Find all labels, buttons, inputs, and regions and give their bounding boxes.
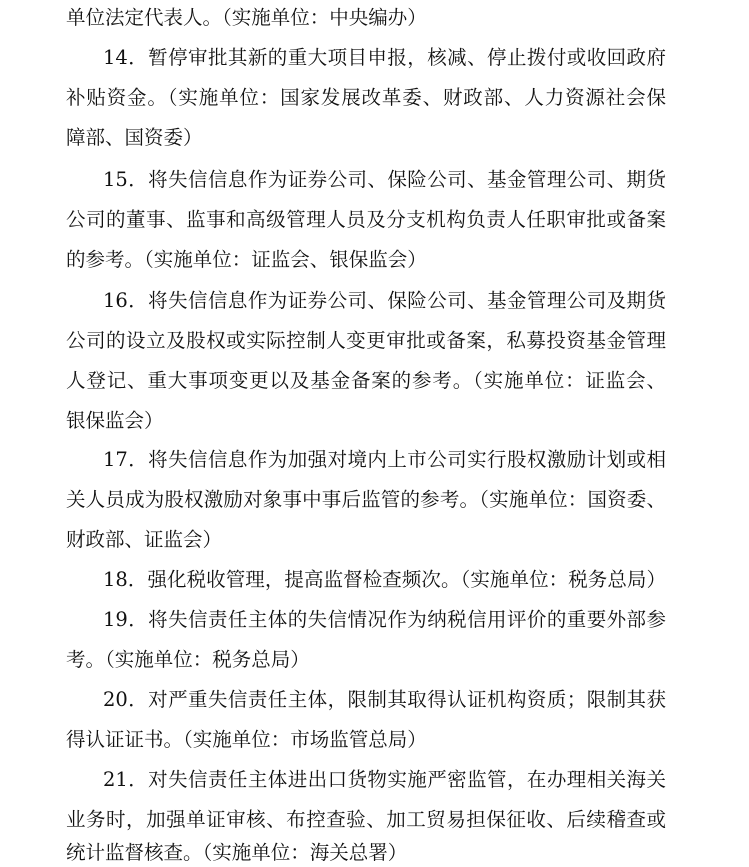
text-line-9: 公司的设立及股权或实际控制人变更审批或备案，私募投资基金管理: [66, 329, 666, 352]
text-line-6: 公司的董事、监事和高级管理人员及分支机构负责人任职审批或备案: [66, 208, 666, 231]
text-line-20: 21．对失信责任主体进出口货物实施严密监管，在办理相关海关: [103, 768, 666, 791]
text-line-11: 银保监会）: [66, 409, 164, 432]
text-line-18: 20．对严重失信责任主体，限制其取得认证机构资质；限制其获: [103, 688, 666, 711]
text-line-8: 16．将失信信息作为证券公司、保险公司、基金管理公司及期货: [103, 289, 666, 312]
text-line-2: 14．暂停审批其新的重大项目申报，核减、停止拨付或收回政府: [103, 46, 666, 69]
text-line-12: 17．将失信信息作为加强对境内上市公司实行股权激励计划或相: [103, 448, 666, 471]
text-line-19: 得认证证书。（实施单位：市场监管总局）: [66, 728, 427, 751]
text-line-13: 关人员成为股权激励对象事中事后监管的参考。（实施单位：国资委、: [66, 488, 666, 511]
text-line-5: 15．将失信信息作为证券公司、保险公司、基金管理公司、期货: [103, 168, 666, 191]
text-line-1: 单位法定代表人。（实施单位：中央编办）: [66, 6, 427, 29]
text-line-14: 财政部、证监会）: [66, 528, 223, 551]
text-line-16: 19．将失信责任主体的失信情况作为纳税信用评价的重要外部参: [103, 608, 666, 631]
text-line-10: 人登记、重大事项变更以及基金备案的参考。（实施单位：证监会、: [66, 369, 666, 392]
text-line-17: 考。（实施单位：税务总局）: [66, 648, 310, 671]
text-line-7: 的参考。（实施单位：证监会、银保监会）: [66, 248, 427, 271]
text-line-21: 业务时，加强单证审核、布控查验、加工贸易担保征收、后续稽查或: [66, 808, 666, 831]
text-line-15: 18．强化税收管理，提高监督检查频次。（实施单位：税务总局）: [103, 568, 666, 591]
text-line-4: 障部、国资委）: [66, 126, 203, 149]
text-line-3: 补贴资金。（实施单位：国家发展改革委、财政部、人力资源社会保: [66, 86, 666, 109]
text-line-22: 统计监督核查。（实施单位：海关总署）: [66, 841, 408, 864]
